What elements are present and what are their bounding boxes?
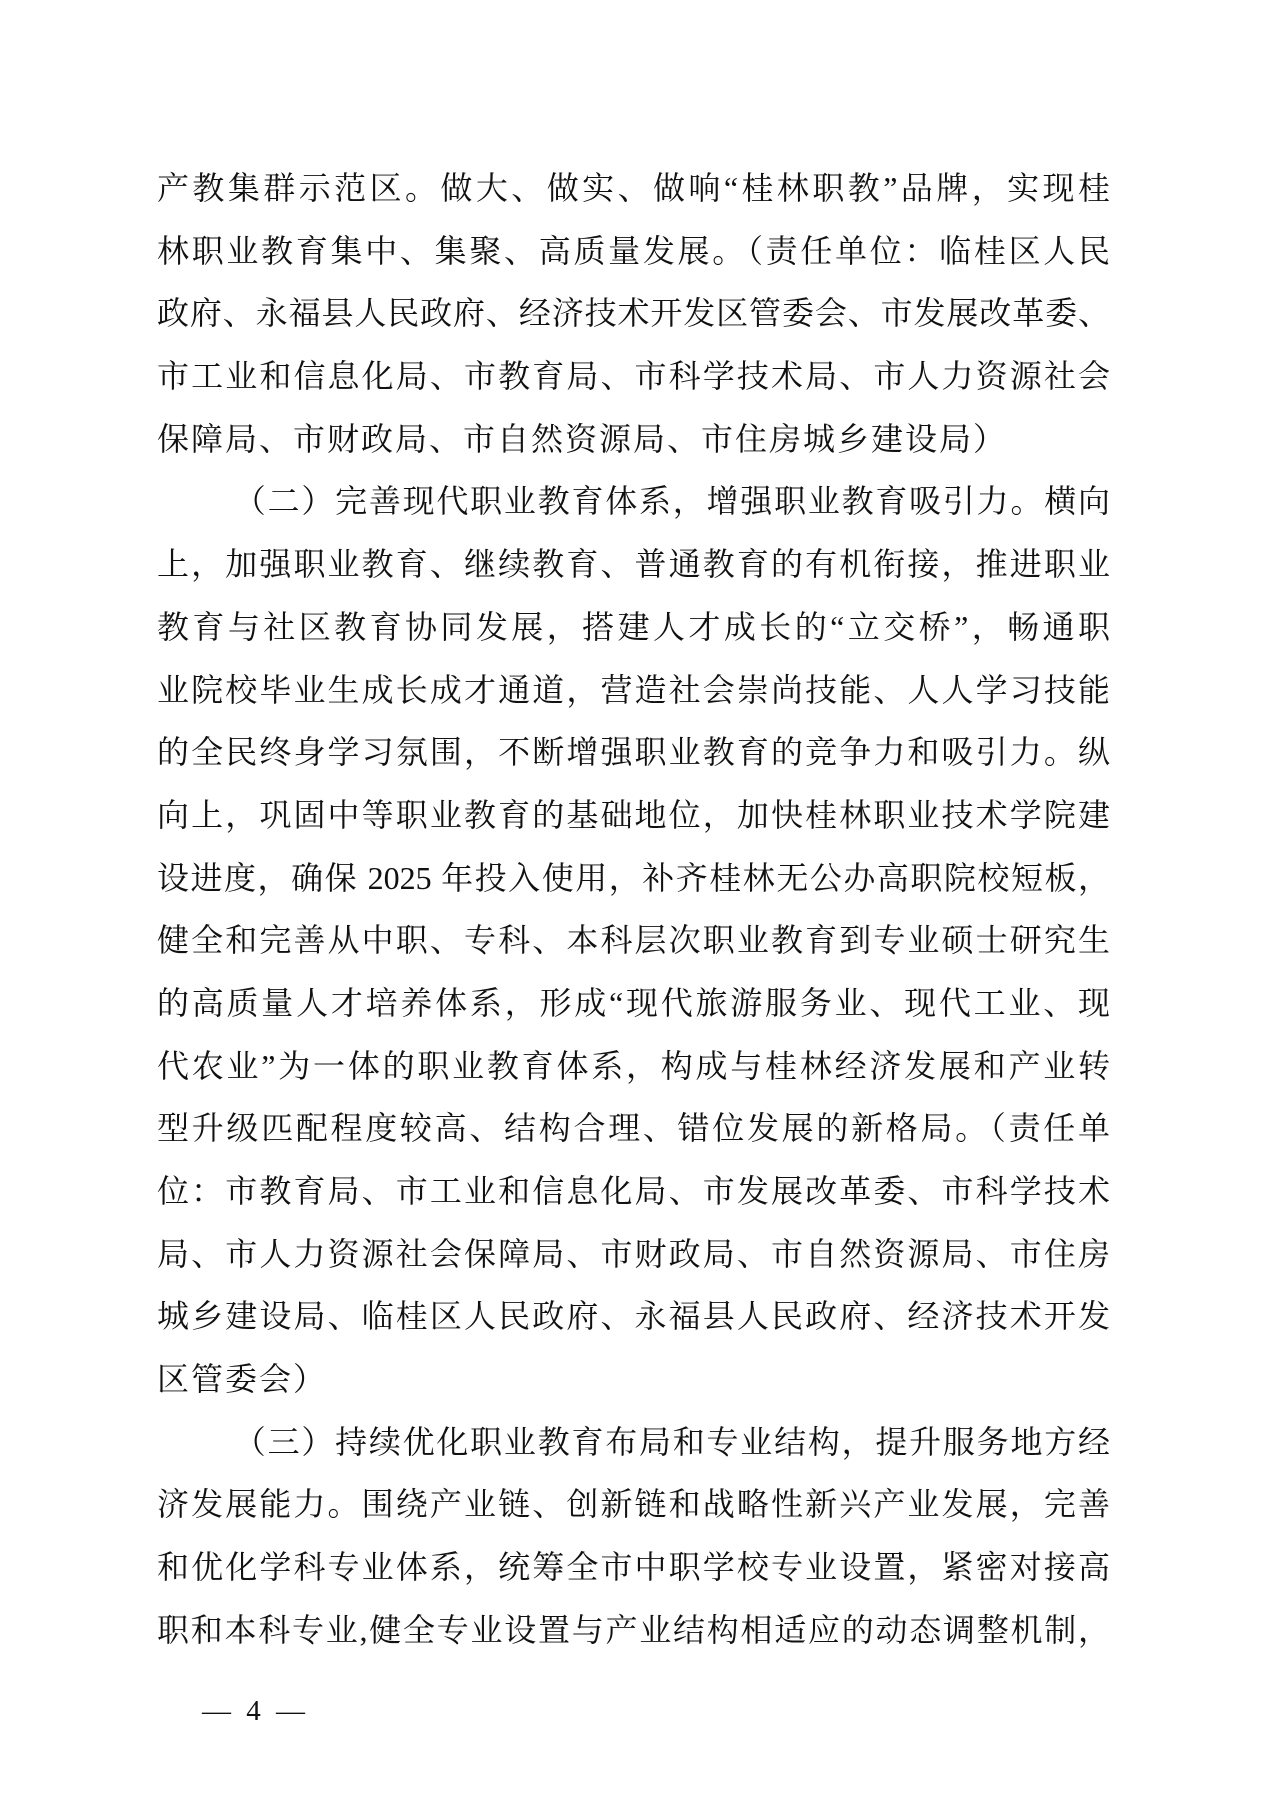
text-line: 区管委会） xyxy=(157,1361,328,1398)
text-line: 保障局、市财政局、市自然资源局、市住房城乡建设局） xyxy=(157,420,1008,457)
text-line: 健全和完善从中职、专科、本科层次职业教育到专业硕士研究生 xyxy=(157,922,1110,959)
text-line: 济发展能力。围绕产业链、创新链和战略性新兴产业发展，完善 xyxy=(157,1486,1110,1523)
text-line: 位：市教育局、市工业和信息化局、市发展改革委、市科学技术 xyxy=(157,1173,1110,1209)
text-line: 向上，巩固中等职业教育的基础地位，加快桂林职业技术学院建 xyxy=(157,796,1110,833)
text-line: 教育与社区教育协同发展，搭建人才成长的“立交桥”，畅通职 xyxy=(157,608,1110,645)
text-line: 政府、永福县人民政府、经济技术开发区管委会、市发展改革委、 xyxy=(157,295,1110,332)
text-line: 代农业”为一体的职业教育体系，构成与桂林经济发展和产业转 xyxy=(157,1047,1110,1084)
text-line: 设进度，确保 2025 年投入使用，补齐桂林无公办高职院校短板， xyxy=(157,859,1110,896)
page-number: — 4 — xyxy=(202,1695,309,1727)
text-line: 的全民终身学习氛围，不断增强职业教育的竞争力和吸引力。纵 xyxy=(157,734,1110,771)
text-line: 局、市人力资源社会保障局、市财政局、市自然资源局、市住房 xyxy=(157,1235,1110,1272)
text-line: 市工业和信息化局、市教育局、市科学技术局、市人力资源社会 xyxy=(157,358,1110,395)
page-footer xyxy=(157,1660,309,1762)
text-line: （二）完善现代职业教育体系，增强职业教育吸引力。横向 xyxy=(233,483,1110,520)
text-line: 林职业教育集中、集聚、高质量发展。（责任单位：临桂区人民 xyxy=(157,232,1110,269)
text-line: （三）持续优化职业教育布局和专业结构，提升服务地方经 xyxy=(233,1423,1110,1460)
text-line: 的高质量人才培养体系，形成“现代旅游服务业、现代工业、现 xyxy=(157,984,1110,1021)
document-body xyxy=(157,157,1110,1662)
text-line: 业院校毕业生成长成才通道，营造社会崇尚技能、人人学习技能 xyxy=(157,671,1110,708)
text-line: 职和本科专业,健全专业设置与产业结构相适应的动态调整机制， xyxy=(157,1611,1110,1648)
text-line: 上，加强职业教育、继续教育、普通教育的有机衔接，推进职业 xyxy=(157,546,1110,583)
text-line: 城乡建设局、临桂区人民政府、永福县人民政府、经济技术开发 xyxy=(157,1298,1110,1335)
text-line: 产教集群示范区。做大、做实、做响“桂林职教”品牌，实现桂 xyxy=(157,170,1110,206)
text-line: 和优化学科专业体系，统筹全市中职学校专业设置，紧密对接高 xyxy=(157,1549,1110,1586)
text-line: 型升级匹配程度较高、结构合理、错位发展的新格局。（责任单 xyxy=(157,1110,1110,1147)
